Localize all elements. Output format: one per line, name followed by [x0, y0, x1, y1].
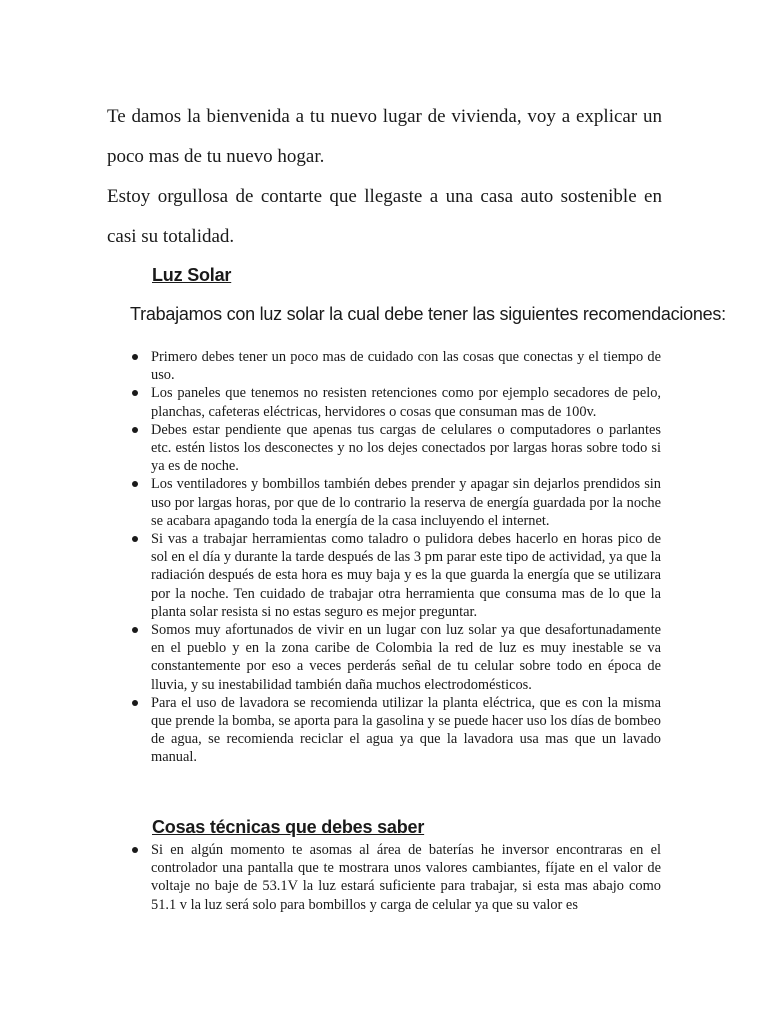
list-item: Debes estar pendiente que apenas tus cargas de celulares o computadores o parlantes etc. estén listos los desconectes y no los dejes conectados por largas horas sobre todo si ya es de noche. [151, 421, 661, 475]
list-item: Si en algún momento te asomas al área de baterías he inversor encontraras en el controlador una pantalla que te mostrara unos valores cambiantes, fíjate en el valor de voltaje no baje de 53.1V la luz estará suficiente para trabajar, si esta mas abajo como 51.1 v la luz será solo para bombillos y carga de celular ya que su valor es [151, 842, 661, 913]
section-heading-cosas-tecnicas: Cosas técnicas que debes saber [152, 817, 425, 837]
intro-paragraph-house: Estoy orgullosa de contarte que llegaste a una casa auto sostenible en casi su totalidad. [107, 186, 662, 247]
section-heading-luz-solar: Luz Solar [152, 265, 232, 285]
list-item: Los ventiladores y bombillos también debes prender y apagar sin dejarlos prendidos sin uso por largas horas, por que de lo contrario la reserva de energía guardada por la noche se acabara apagando toda la energía de la casa incluyendo el internet. [151, 476, 661, 529]
cosas-tecnicas-list [151, 841, 661, 914]
luz-solar-list [151, 348, 661, 767]
list-item: Si vas a trabajar herramientas como taladro o pulidora debes hacerlo en horas pico de sol en el día y durante la tarde después de las 3 pm parar este tipo de actividad, ya que la radiación después de esta hora es muy baja y es la que guarda la energía que se utilizara por la noche. Ten cuidado de trabajar otra herramienta que consuma mas de lo que la planta solar resista si no estas seguro es mejor preguntar. [151, 531, 661, 620]
list-item: Para el uso de lavadora se recomienda utilizar la planta eléctrica, que es con la misma que prende la bomba, se aporta para la gasolina y se puede hacer uso los días de bombeo de agua, se recomienda reciclar el agua ya que la lavadora usa mas que un lavado manual. [151, 694, 661, 766]
intro-paragraph-welcome: Te damos la bienvenida a tu nuevo lugar de vivienda, voy a explicar un poco mas de tu nuevo hogar. [107, 106, 662, 167]
luz-solar-lead: Trabajamos con luz solar la cual debe tener las siguientes recomendaciones: [130, 304, 726, 324]
list-item: Los paneles que tenemos no resisten retenciones como por ejemplo secadores de pelo, planchas, cafeteras eléctricas, hervidores o cosas que consuman mas de 100v. [151, 385, 661, 420]
list-item: Somos muy afortunados de vivir en un lugar con luz solar ya que desafortunadamente en el pueblo y en la zona caribe de Colombia la red de luz es muy inestable se va constantemente por eso a veces perderás señal de tu celular sobre todo en época de lluvia, y su inestabilidad también daña muchos electrodomésticos. [151, 622, 661, 693]
list-item: Primero debes tener un poco mas de cuidado con las cosas que conectas y el tiempo de uso. [151, 349, 661, 384]
